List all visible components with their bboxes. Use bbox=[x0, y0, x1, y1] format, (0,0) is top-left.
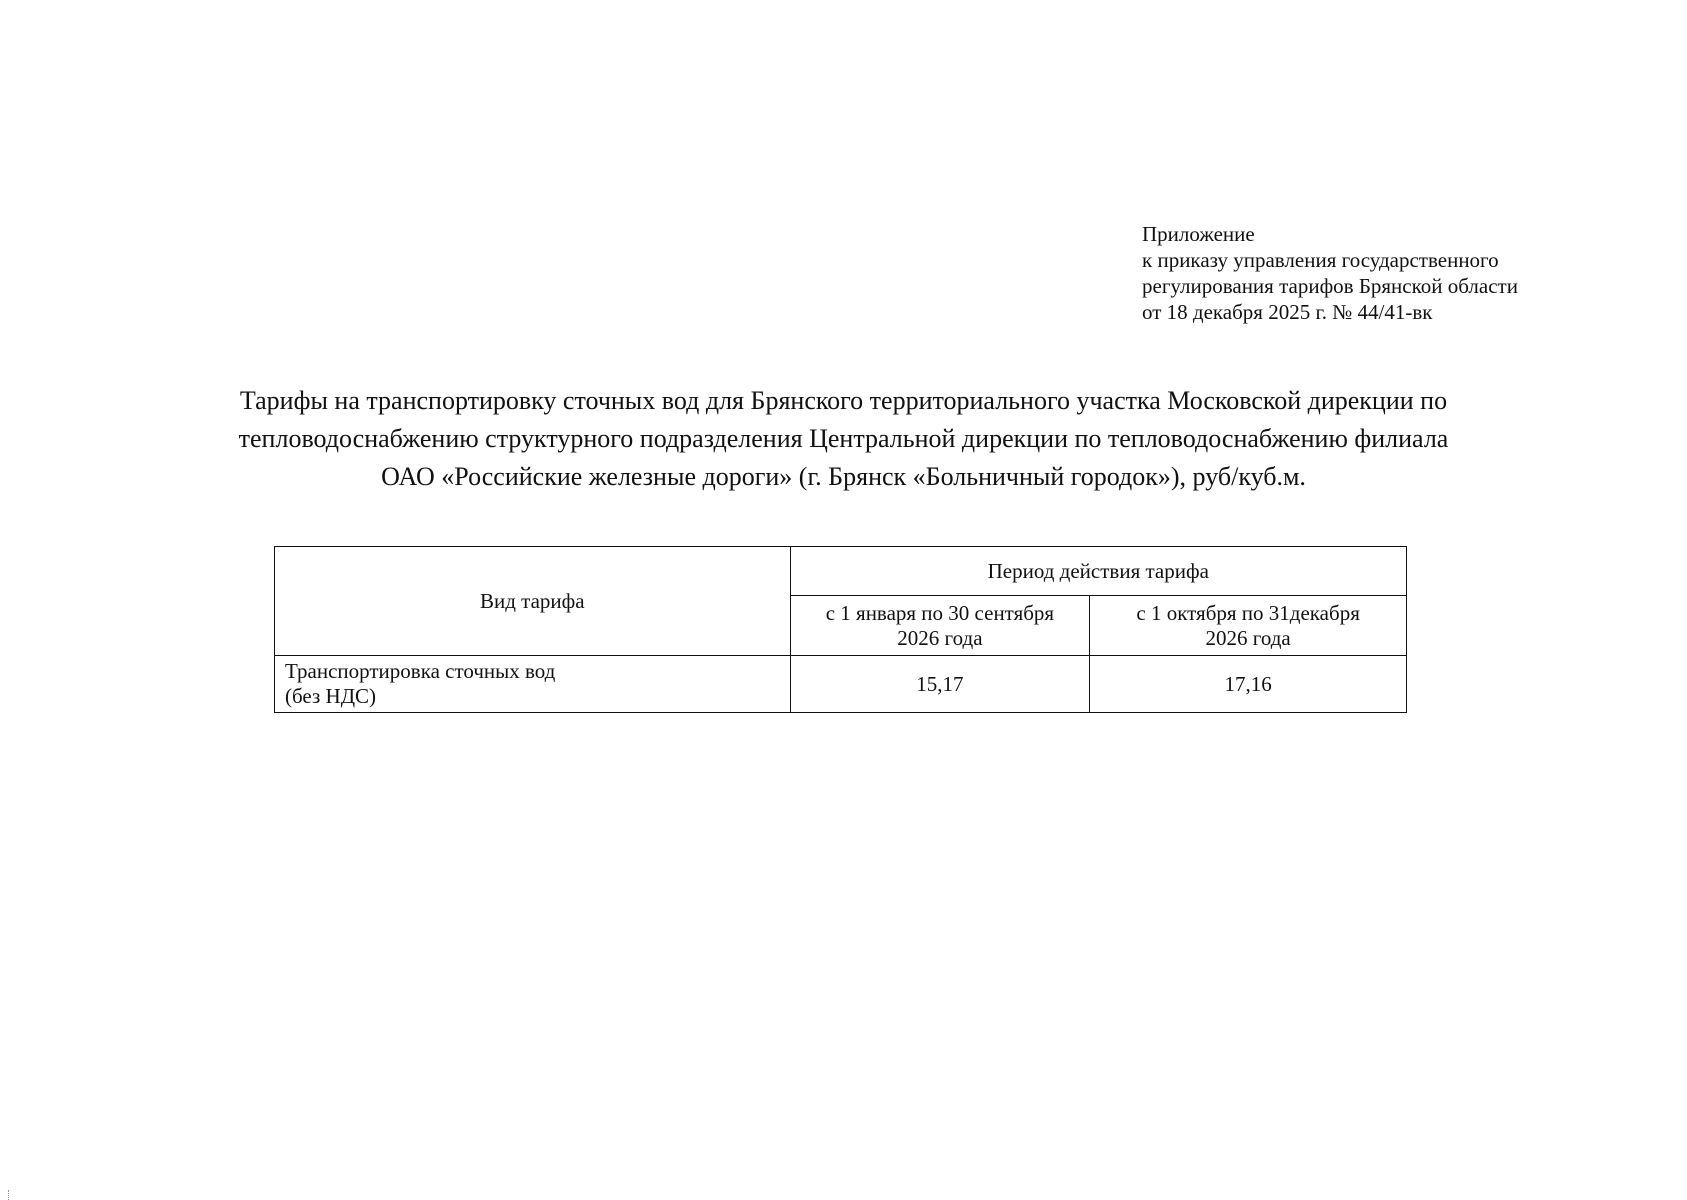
header-tariff-period: Период действия тарифа bbox=[790, 547, 1406, 596]
header-period-2-line-1: с 1 октября по 31декабря bbox=[1136, 600, 1360, 625]
appendix-order-ref: к приказу управления государственного bbox=[1142, 248, 1499, 272]
header-period-1-line-2: 2026 года bbox=[897, 625, 983, 650]
row-tariff-name-line-2: (без НДС) bbox=[285, 684, 377, 708]
scan-edge-mark bbox=[8, 1190, 11, 1200]
document-title-line-3: ОАО «Российские железные дороги» (г. Брянск «Больничный городок»), руб/куб.м. bbox=[381, 462, 1306, 491]
header-period-2-line-2: 2026 года bbox=[1205, 625, 1291, 650]
row-tariff-name bbox=[275, 656, 791, 713]
document-title-line-2: тепловодоснабжению структурного подразделения Центральной дирекции по тепловодоснабжению филиала bbox=[238, 424, 1449, 453]
document-title-line-1: Тарифы на транспортировку сточных вод для Брянского территориального участка Московской дирекции по bbox=[239, 386, 1448, 415]
row-tariff-name-line-1: Транспортировка сточных вод bbox=[285, 659, 556, 683]
row-value-period-2: 17,16 bbox=[1090, 656, 1407, 713]
appendix-header bbox=[1142, 221, 1662, 325]
appendix-order-date: от 18 декабря 2025 г. № 44/41-вк bbox=[1142, 300, 1433, 324]
tariff-table bbox=[274, 546, 1407, 713]
header-period-2 bbox=[1090, 596, 1407, 656]
row-value-period-1: 15,17 bbox=[790, 656, 1090, 713]
table-row bbox=[275, 656, 1407, 713]
table-header-row bbox=[275, 547, 1407, 596]
document-title bbox=[160, 382, 1527, 496]
header-tariff-kind: Вид тарифа bbox=[275, 547, 791, 656]
appendix-title: Приложение bbox=[1142, 222, 1255, 246]
appendix-authority: регулирования тарифов Брянской области bbox=[1142, 274, 1518, 298]
header-period-1-line-1: с 1 января по 30 сентября bbox=[825, 600, 1055, 625]
header-period-1 bbox=[790, 596, 1090, 656]
